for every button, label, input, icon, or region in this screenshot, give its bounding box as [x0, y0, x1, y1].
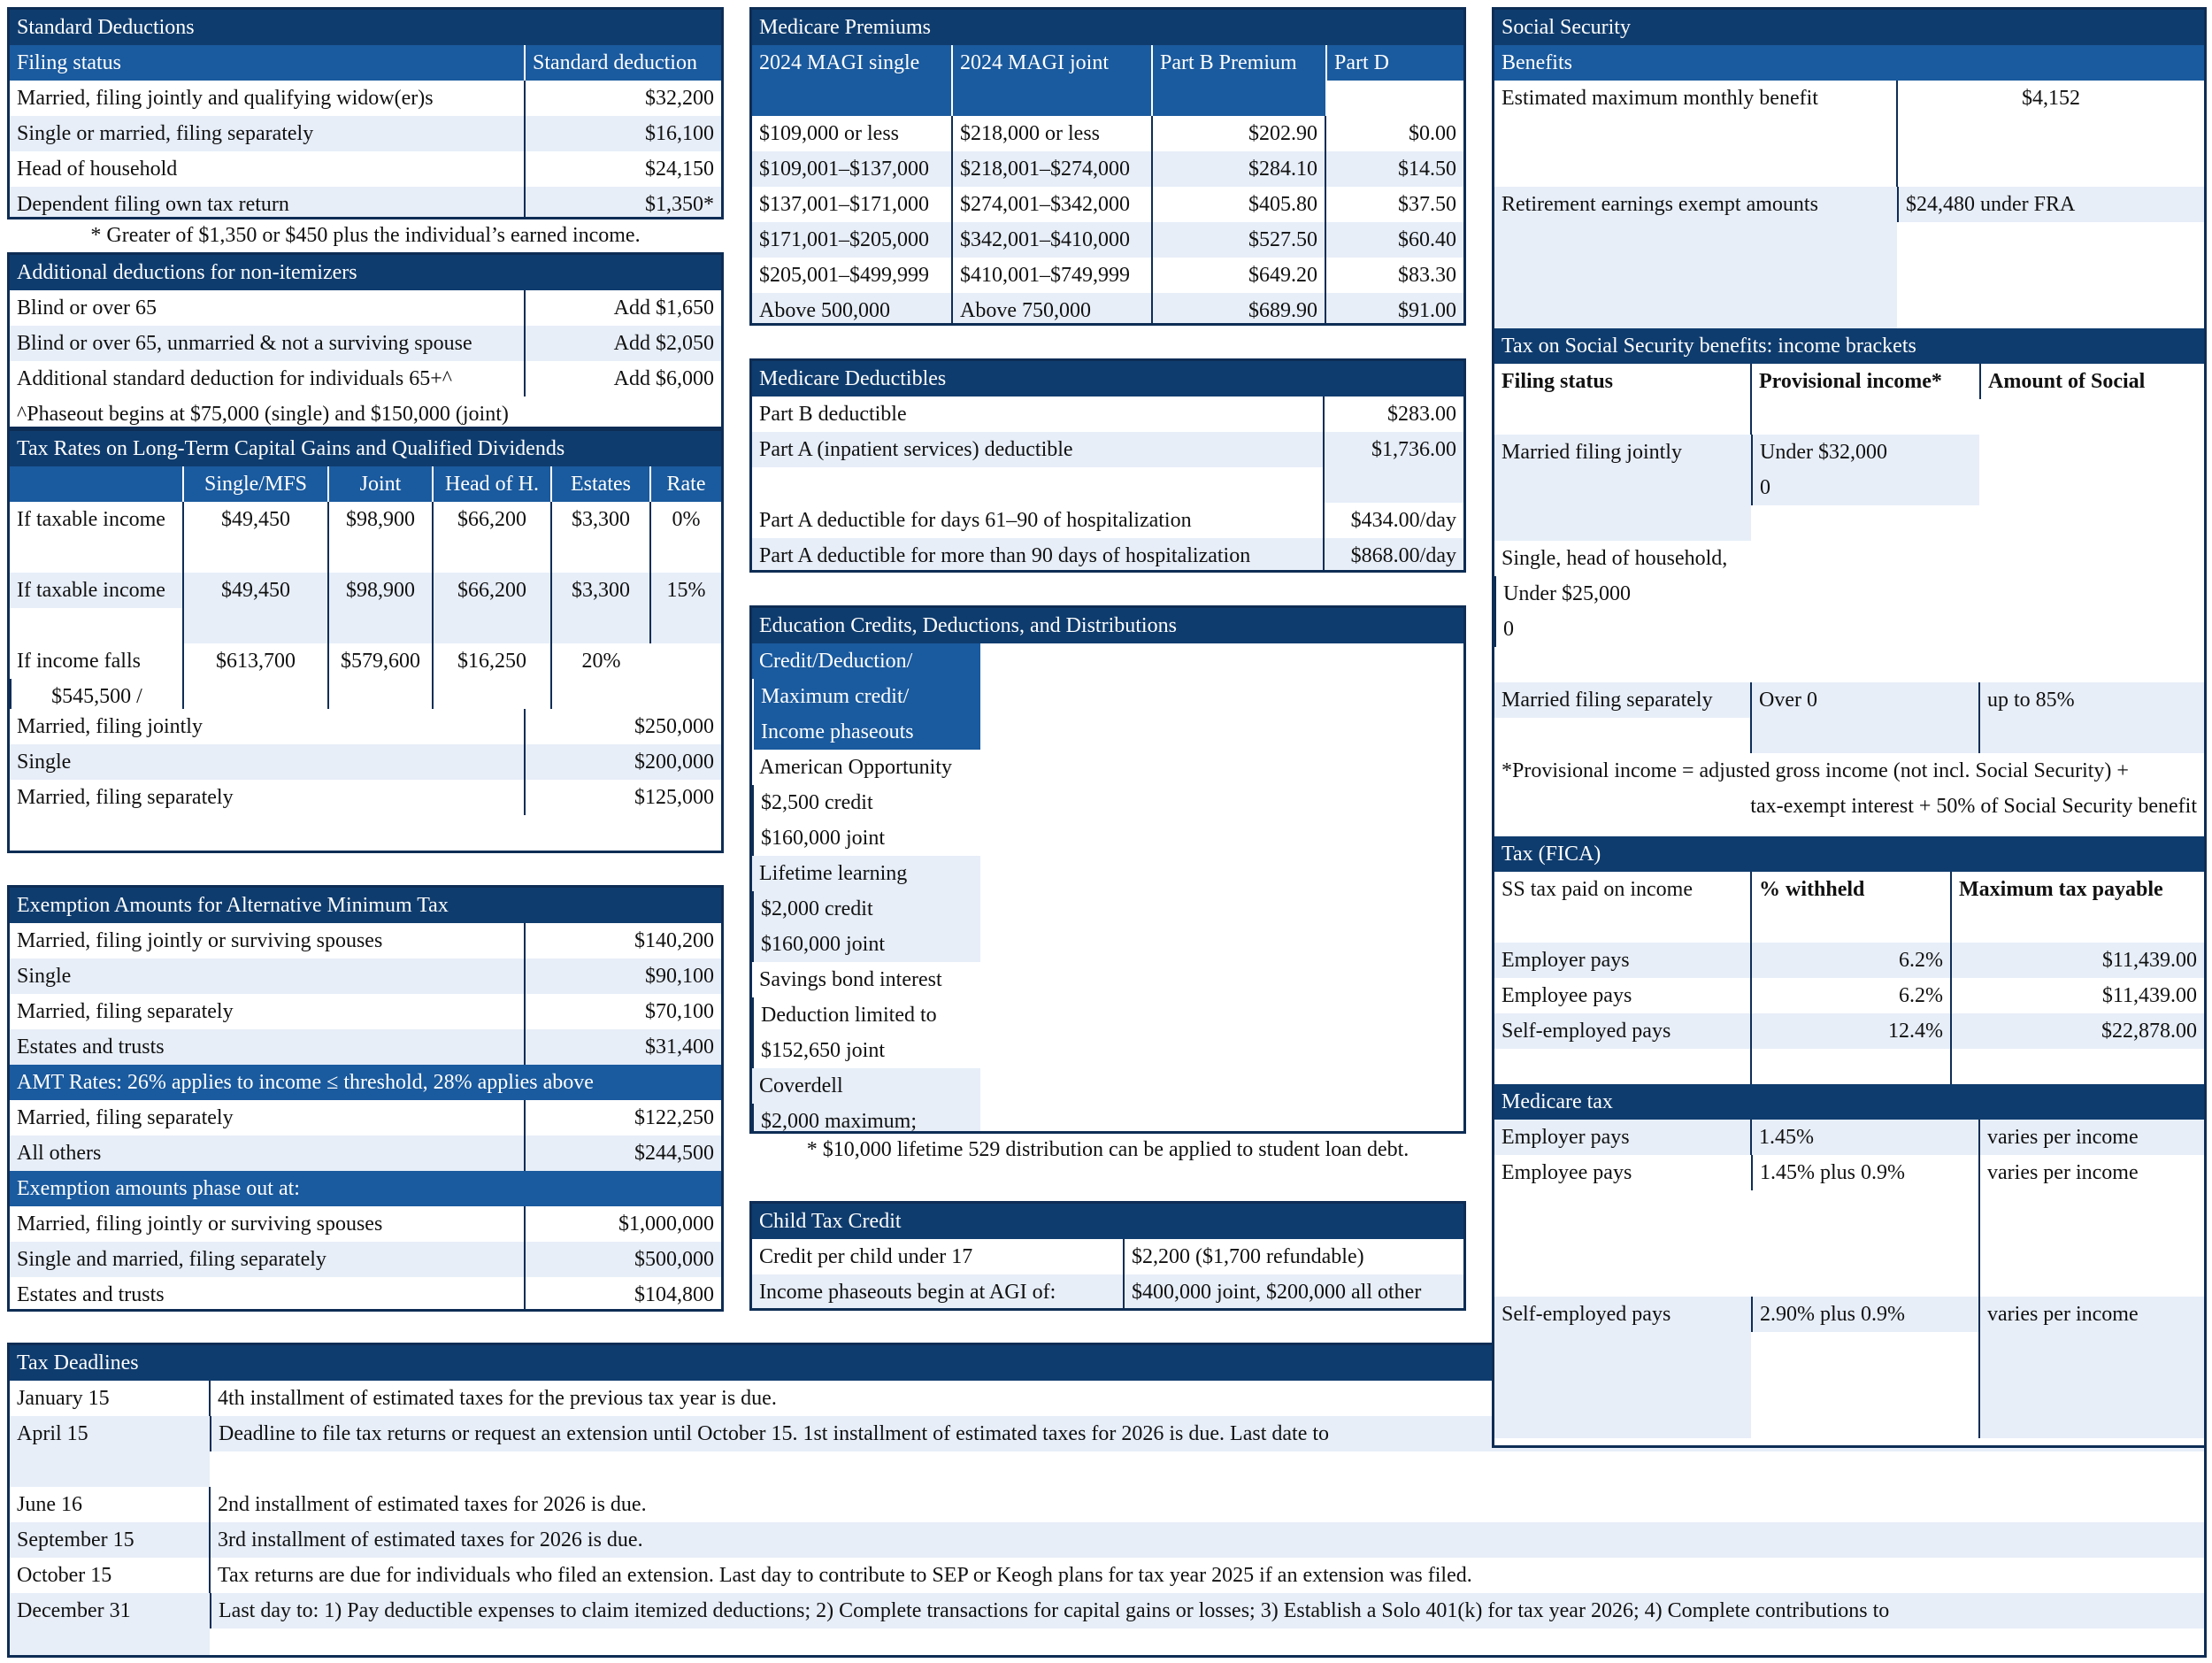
additional-deductions-title: Additional deductions for non-itemizers	[10, 255, 721, 290]
education-title: Education Credits, Deductions, and Distributions	[752, 608, 1463, 643]
table-cell: Dependent filing own tax return	[10, 187, 525, 219]
table-cell: $400,000 joint, $200,000 all other	[1124, 1274, 1463, 1310]
table-cell: January 15	[17, 1387, 110, 1410]
table-cell: $244,500	[525, 1136, 721, 1171]
niit-panel	[7, 709, 724, 853]
table-cell: Credit per child under 17	[759, 1245, 973, 1268]
table-cell: $3,300	[551, 573, 650, 643]
table-cell: $2,200 ($1,700 refundable)	[1124, 1239, 1463, 1274]
tax-deadlines-title: Tax Deadlines	[10, 1345, 2204, 1381]
col-standard-deduction: Standard deduction	[525, 45, 721, 81]
table-cell: If taxable income	[10, 573, 182, 608]
standard-deductions-panel	[7, 7, 724, 219]
table-cell: $171,001–$205,000	[752, 222, 952, 258]
table-cell: Self-employed pays	[1494, 1297, 1751, 1438]
table-cell: Estimated maximum monthly benefit	[1502, 87, 1818, 110]
medicare-deductibles-panel	[749, 358, 1466, 573]
table-cell: Part A deductible for days 61–90 of hospitalization	[759, 509, 1192, 532]
table-cell: up to 85%	[1979, 682, 2204, 753]
standard-deductions-note: * Greater of $1,350 or $450 plus the individual’s earned income.	[90, 224, 641, 247]
table-cell: $49,450	[183, 502, 328, 573]
table-cell: Lifetime learning	[752, 856, 980, 891]
table-cell: American Opportunity	[759, 756, 952, 779]
table-cell: $500,000	[525, 1242, 721, 1277]
table-cell: Add $1,650	[525, 290, 721, 326]
table-cell: Head of household	[17, 158, 178, 181]
table-cell: 1.45% plus 0.9%	[1751, 1155, 1978, 1190]
niit-table	[10, 709, 721, 815]
table-cell: $22,878.00	[1951, 1013, 2204, 1049]
table-cell: $109,000 or less	[759, 122, 899, 145]
table-cell: Additional standard deduction for individuals 65+^	[17, 367, 453, 390]
social-security-title: Social Security	[1494, 10, 2204, 45]
table-cell: $160,000 joint	[752, 820, 980, 856]
table-cell: $91.00	[1325, 293, 1463, 326]
medicare-premiums-title: Medicare Premiums	[752, 10, 1463, 45]
table-cell: $16,100	[525, 116, 721, 151]
table-cell: $284.10	[1152, 151, 1325, 187]
education-panel	[749, 605, 1466, 1134]
table-cell: If taxable income	[17, 508, 165, 531]
table-cell: Tax returns are due for individuals who filed an extension. Last day to contribute to SEP or Keogh plans for tax year 2025 if an extension was filed.	[210, 1558, 2204, 1593]
child-tax-credit-title: Child Tax Credit	[752, 1204, 1463, 1239]
amt-rates-table	[10, 1100, 721, 1171]
table-cell: Add $6,000	[525, 361, 721, 397]
table-cell: $342,001–$410,000	[952, 222, 1152, 258]
benefits-table	[1494, 81, 2204, 328]
provisional-income-note-line2: tax-exempt interest + 50% of Social Security benefit	[1750, 795, 2197, 818]
table-cell: 15%	[650, 573, 721, 643]
table-cell: Income phaseouts begin at AGI of:	[752, 1274, 1124, 1310]
table-cell: $37.50	[1325, 187, 1463, 222]
col-filing-status: Filing status	[1502, 370, 1614, 393]
amt-rates-title: AMT Rates: 26% applies to income ≤ threshold, 28% applies above	[10, 1065, 721, 1100]
table-cell: $16,250	[433, 643, 551, 712]
table-cell: $649.20	[1152, 258, 1325, 293]
table-cell: Self-employed pays	[1494, 1013, 1751, 1049]
col-amount-subject-to-tax: Amount of Social	[1979, 364, 2204, 399]
social-security-panel	[1492, 7, 2207, 1448]
table-cell: $125,000	[525, 780, 721, 815]
table-cell: $579,600	[328, 643, 433, 712]
table-cell: Married filing separately	[1494, 682, 1750, 718]
additional-deductions-note: ^Phaseout begins at $75,000 (single) and $150,000 (joint)	[17, 403, 509, 426]
col-estates: Estates	[551, 466, 650, 502]
table-cell: $0.00	[1325, 116, 1463, 151]
table-cell: Married, filing separately	[17, 1000, 234, 1023]
table-cell: December 31	[10, 1593, 210, 1658]
fica-title: Tax (FICA)	[1494, 836, 2204, 872]
table-cell: Over 0	[1751, 682, 1979, 753]
table-cell: $14.50	[1325, 151, 1463, 187]
medicare-tax-table	[1494, 1120, 2204, 1438]
table-cell: 12.4%	[1751, 1013, 1951, 1049]
table-cell: $104,800	[525, 1277, 721, 1312]
benefits-label: Benefits	[1494, 45, 2204, 81]
table-cell: $24,480 under FRA	[1897, 187, 2204, 222]
table-cell: Employee pays	[1502, 1161, 1632, 1184]
table-cell: 4th installment of estimated taxes for the previous tax year is due.	[210, 1381, 2204, 1416]
table-cell: 0	[1494, 612, 1751, 647]
table-cell: Part A (inpatient services) deductible	[752, 432, 1323, 467]
education-table	[752, 643, 1463, 1134]
table-cell: $218,001–$274,000	[952, 151, 1152, 187]
table-cell: 20%	[551, 643, 650, 712]
table-cell: $11,439.00	[1951, 943, 2204, 978]
table-cell: Deduction limited to	[752, 997, 980, 1033]
table-cell: If income falls	[17, 650, 141, 673]
table-cell: $152,650 joint	[752, 1033, 980, 1068]
table-cell: Married, filing separately	[17, 1106, 234, 1129]
col-credit-deduction-account: Credit/Deduction/	[752, 643, 980, 679]
col-magi-single: 2024 MAGI single	[752, 45, 952, 116]
col-magi-joint: 2024 MAGI joint	[952, 45, 1152, 116]
table-cell: Married, filing separately	[17, 786, 234, 809]
table-cell: $200,000	[525, 744, 721, 780]
table-cell	[1494, 1049, 1751, 1084]
col-rate: Rate	[650, 466, 721, 502]
table-cell: $160,000 joint	[752, 927, 980, 962]
table-cell: $90,100	[525, 959, 721, 994]
amt-phaseout-title: Exemption amounts phase out at:	[10, 1171, 721, 1206]
table-cell: Estates and trusts	[17, 1283, 165, 1306]
table-cell: 6.2%	[1751, 943, 1951, 978]
col-joint: Joint	[328, 466, 433, 502]
additional-deductions-table	[10, 290, 721, 397]
standard-deductions-table	[10, 45, 721, 219]
table-cell: Married, filing jointly	[17, 715, 203, 738]
table-cell: Part A deductible for more than 90 days of hospitalization	[752, 538, 1324, 573]
table-cell: Employee pays	[1502, 984, 1632, 1007]
fica-table	[1494, 872, 2204, 1084]
table-cell: varies per income	[1979, 1297, 2204, 1438]
table-cell: Part B deductible	[759, 403, 907, 426]
table-cell: $3,300	[551, 502, 650, 573]
ss-tax-table	[1494, 364, 2204, 753]
table-cell: $434.00/day	[1324, 503, 1463, 538]
capital-gains-title: Tax Rates on Long-Term Capital Gains and Qualified Dividends	[10, 431, 721, 466]
table-cell: 6.2%	[1751, 978, 1951, 1013]
medicare-tax-title: Medicare tax	[1494, 1084, 2204, 1120]
col-provisional-income: Provisional income*	[1751, 364, 1979, 435]
table-cell: $1,736.00	[1324, 432, 1463, 503]
child-tax-credit-table	[752, 1239, 1463, 1310]
col-head-of-household: Head of H.	[433, 466, 551, 502]
table-cell: Married, filing jointly and qualifying widow(er)s	[17, 87, 434, 110]
table-cell: $283.00	[1324, 397, 1463, 432]
col-percent-withheld: % withheld	[1751, 872, 1951, 943]
table-cell: Savings bond interest	[759, 968, 942, 991]
table-cell: $202.90	[1152, 116, 1325, 151]
table-cell: $1,000,000	[525, 1206, 721, 1242]
table-cell: Employer pays	[1494, 1120, 1751, 1155]
table-cell: $137,001–$171,000	[759, 193, 929, 216]
table-cell: $274,001–$342,000	[952, 187, 1152, 222]
table-cell: Retirement earnings exempt amounts	[1494, 187, 1897, 328]
education-note: * $10,000 lifetime 529 distribution can be applied to student loan debt.	[806, 1138, 1409, 1161]
table-cell: $2,000 maximum;	[752, 1104, 980, 1134]
table-cell: $205,001–$499,999	[759, 264, 929, 287]
child-tax-credit-panel	[749, 1201, 1466, 1311]
table-cell: Blind or over 65	[17, 296, 157, 320]
table-cell: Single	[10, 744, 525, 780]
table-cell: $66,200	[433, 502, 551, 573]
table-cell: Married, filing jointly or surviving spouses	[17, 929, 383, 952]
col-part-d-adjustment: Part D	[1325, 45, 1463, 81]
table-cell: September 15	[10, 1522, 210, 1558]
col-maximum-tax-payable: Maximum tax payable	[1951, 872, 2204, 943]
table-cell: $11,439.00	[1951, 978, 2204, 1013]
table-cell: 1.45%	[1751, 1120, 1979, 1155]
table-cell: April 15	[10, 1416, 210, 1487]
table-cell: $98,900	[328, 502, 433, 573]
table-cell: Under $25,000	[1494, 576, 1751, 612]
medicare-deductibles-title: Medicare Deductibles	[752, 361, 1463, 397]
col-income-phaseouts: Income phaseouts	[752, 714, 980, 750]
table-cell: October 15	[17, 1564, 112, 1587]
table-cell: $32,200	[525, 81, 721, 116]
table-cell: Deadline to file tax returns or request an extension until October 15. 1st installment of estimated taxes for 2026 is due. Last date to	[210, 1416, 2204, 1451]
table-cell	[1951, 1049, 2204, 1084]
table-cell: $60.40	[1325, 222, 1463, 258]
table-cell: $545,500 /	[10, 679, 182, 712]
table-cell: $410,001–$749,999	[952, 258, 1152, 293]
standard-deductions-title: Standard Deductions	[10, 10, 721, 45]
col-ss-tax-paid: SS tax paid on income	[1502, 878, 1693, 901]
table-cell: $66,200	[433, 573, 551, 643]
table-cell: $527.50	[1152, 222, 1325, 258]
table-cell: All others	[10, 1136, 525, 1171]
table-cell: $868.00/day	[1324, 538, 1463, 573]
table-cell: $122,250	[525, 1100, 721, 1136]
additional-deductions-panel	[7, 252, 724, 429]
capital-gains-table	[10, 466, 721, 712]
table-cell: $24,150	[525, 151, 721, 187]
table-cell: $405.80	[1152, 187, 1325, 222]
table-cell	[1751, 1049, 1951, 1084]
provisional-income-note-line1: *Provisional income = adjusted gross income (not incl. Social Security) +	[1502, 759, 2129, 782]
table-cell: Single	[10, 959, 525, 994]
amt-panel	[7, 885, 724, 1312]
table-cell: $218,000 or less	[952, 116, 1152, 151]
amt-phaseout-table	[10, 1206, 721, 1312]
table-cell: $1,350*	[525, 187, 721, 219]
amt-table	[10, 923, 721, 1065]
ss-tax-title: Tax on Social Security benefits: income brackets	[1494, 328, 2204, 364]
table-cell: Coverdell	[752, 1068, 980, 1104]
table-cell: Single, head of household,	[1502, 547, 1728, 570]
table-cell: Employer pays	[1494, 943, 1751, 978]
table-cell: 2.90% plus 0.9%	[1751, 1297, 1978, 1332]
table-cell: Under $32,000	[1751, 435, 1979, 470]
table-cell: $83.30	[1325, 258, 1463, 293]
col-maximum-credit: Maximum credit/	[752, 679, 980, 714]
table-cell: $2,500 credit	[752, 785, 980, 820]
table-cell: Single or married, filing separately	[10, 116, 525, 151]
table-cell: Above 500,000	[752, 293, 952, 326]
table-cell: $109,001–$137,000	[752, 151, 952, 187]
table-cell: 3rd installment of estimated taxes for 2026 is due.	[210, 1522, 2204, 1558]
table-cell: varies per income	[1979, 1120, 2204, 1155]
table-cell: $250,000	[525, 709, 721, 744]
table-cell: $31,400	[525, 1029, 721, 1065]
table-cell: Add $2,050	[525, 326, 721, 361]
col-blank	[10, 466, 183, 502]
table-cell: $4,152	[1897, 81, 2204, 187]
medicare-deductibles-table	[752, 397, 1463, 573]
table-cell: June 16	[17, 1493, 82, 1516]
table-cell: Married filing jointly	[1494, 435, 1751, 541]
spacer	[1494, 824, 2204, 836]
capital-gains-panel	[7, 428, 724, 712]
medicare-premiums-panel	[749, 7, 1466, 326]
col-part-b-premium: Part B Premium	[1152, 45, 1325, 116]
table-cell: Blind or over 65, unmarried & not a surviving spouse	[10, 326, 525, 361]
amt-title: Exemption Amounts for Alternative Minimum Tax	[10, 888, 721, 923]
table-cell: 2nd installment of estimated taxes for 2026 is due.	[210, 1487, 2204, 1522]
table-cell: $98,900	[328, 573, 433, 643]
table-cell: 0%	[650, 502, 721, 573]
table-cell: 0	[1751, 470, 1979, 505]
table-cell: Above 750,000	[952, 293, 1152, 326]
col-single-mfs: Single/MFS	[183, 466, 328, 502]
table-cell: $2,000 credit	[752, 891, 980, 927]
table-cell: $49,450	[183, 573, 328, 643]
table-cell: $613,700	[183, 643, 328, 712]
table-cell: Estates and trusts	[10, 1029, 525, 1065]
table-cell: $70,100	[525, 994, 721, 1029]
table-cell: $140,200	[525, 923, 721, 959]
table-cell: Last day to: 1) Pay deductible expenses to claim itemized deductions; 2) Complete transactions for capital gains or losses; 3) Establish a Solo 401(k) for tax year 2026; 4) Complete contributions to	[210, 1593, 2204, 1628]
table-cell: Single and married, filing separately	[10, 1242, 525, 1277]
table-cell: varies per income	[1979, 1155, 2204, 1297]
table-cell: Married, filing jointly or surviving spouses	[17, 1213, 383, 1236]
table-cell: $689.90	[1152, 293, 1325, 326]
medicare-premiums-table	[752, 45, 1463, 326]
col-filing-status: Filing status	[10, 45, 525, 81]
